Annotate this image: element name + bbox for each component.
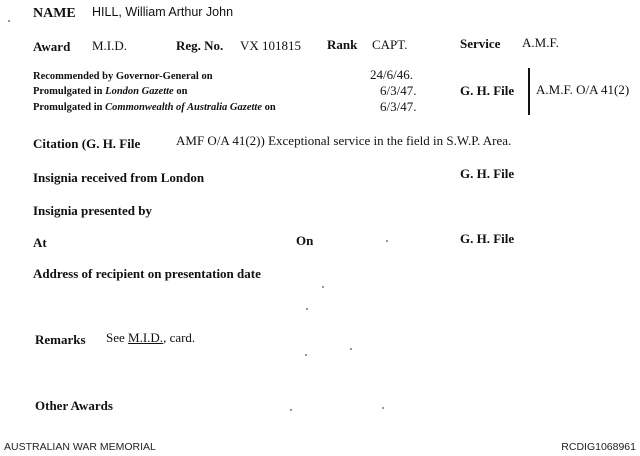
name-value: HILL, William Arthur John	[92, 5, 234, 19]
footer-record-id: RCDIG1068961	[561, 441, 636, 453]
regno-value: VX 101815	[240, 38, 302, 53]
promulgated-cwlth-prefix: Promulgated in	[33, 102, 106, 113]
scan-speck	[386, 240, 388, 242]
scan-speck	[305, 354, 307, 356]
on-label: On	[296, 233, 314, 248]
rank-label: Rank	[327, 37, 358, 52]
gh-file-label-3: G. H. File	[460, 231, 515, 246]
promulgated-london-prefix: Promulgated in	[33, 86, 106, 97]
vertical-divider	[528, 68, 530, 115]
scan-speck	[350, 348, 352, 350]
promulgated-cwlth-date: 6/3/47.	[380, 99, 417, 114]
citation-value: AMF O/A 41(2)) Exceptional service in the field in S.W.P. Area.	[176, 133, 512, 148]
remarks-prefix: See	[106, 330, 129, 345]
footer-source: AUSTRALIAN WAR MEMORIAL	[4, 441, 156, 453]
scan-speck	[382, 407, 384, 409]
scan-speck	[322, 286, 324, 288]
scan-speck	[290, 409, 292, 411]
remarks-mid-reference: M.I.D.	[128, 330, 164, 345]
other-awards-label: Other Awards	[35, 398, 113, 413]
remarks-label: Remarks	[35, 332, 86, 347]
promulgated-cwlth-suffix: on	[262, 102, 276, 113]
citation-label: Citation (G. H. File	[33, 136, 141, 151]
regno-label: Reg. No.	[176, 38, 224, 53]
recommended-date: 24/6/46.	[370, 67, 413, 82]
rank-value: CAPT.	[372, 37, 408, 52]
promulgated-cwlth-label	[33, 102, 276, 113]
address-label: Address of recipient on presentation date	[33, 266, 261, 281]
recommended-label: Recommended by Governor-General on	[33, 71, 213, 82]
promulgated-london-suffix: on	[173, 86, 188, 97]
gh-file-label-1: G. H. File	[460, 83, 515, 98]
at-label: At	[33, 235, 47, 250]
scan-speck	[306, 308, 308, 310]
remarks-suffix: , card.	[163, 330, 196, 345]
name-label: NAME	[33, 6, 76, 21]
promulgated-london-label	[33, 86, 187, 97]
scan-speck	[8, 20, 10, 22]
service-value: A.M.F.	[522, 35, 559, 50]
insignia-presented-label: Insignia presented by	[33, 203, 152, 218]
cwlth-gazette-name: Commonwealth of Australia Gazette	[105, 102, 262, 113]
award-label: Award	[33, 39, 71, 54]
remarks-value	[106, 330, 195, 346]
award-value: M.I.D.	[92, 38, 128, 53]
gh-file-value-1: A.M.F. O/A 41(2)	[536, 82, 630, 97]
service-label: Service	[460, 36, 501, 51]
insignia-received-label: Insignia received from London	[33, 170, 205, 185]
london-gazette-name: London Gazette	[105, 86, 174, 97]
promulgated-london-date: 6/3/47.	[380, 83, 417, 98]
gh-file-label-2: G. H. File	[460, 166, 515, 181]
